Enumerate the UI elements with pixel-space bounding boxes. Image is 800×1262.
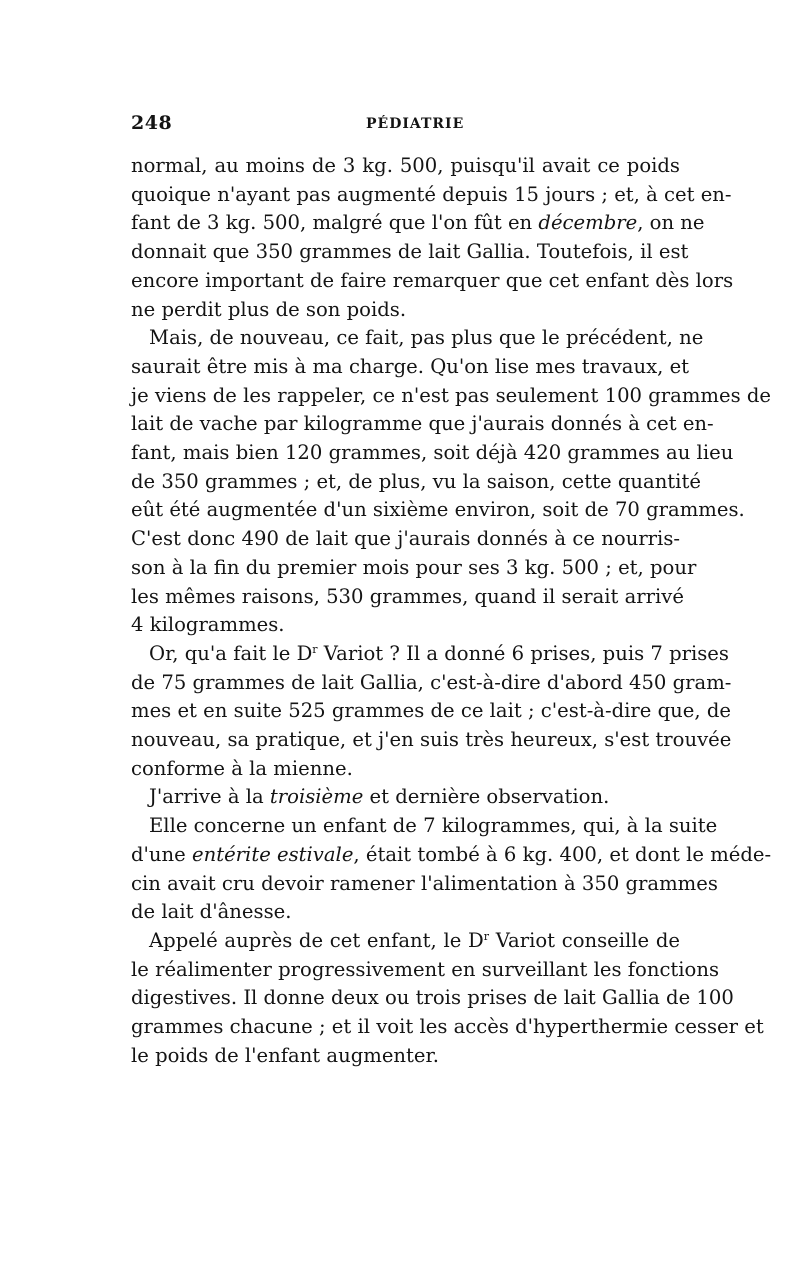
text-line: grammes chacune ; et il voit les accès d'hyperthermie cesser et: [131, 1015, 764, 1039]
text-line: C'est donc 490 de lait que j'aurais donnés à ce nourris-: [131, 527, 680, 551]
text-line: normal, au moins de 3 kg. 500, puisqu'il avait ce poids: [131, 154, 680, 177]
italic-text: troisième: [269, 785, 364, 809]
text-line: son à la fin du premier mois pour ses 3 kg. 500 ; et, pour: [131, 555, 697, 579]
text-line: 4 kilogrammes.: [131, 613, 285, 637]
text-line: d'une entérite estivale, était tombé à 6 kg. 400, et dont le méde-: [131, 842, 772, 866]
text-line: les mêmes raisons, 530 grammes, quand il serait arrivé: [131, 584, 684, 608]
running-head: [131, 112, 680, 142]
text-line: fant de 3 kg. 500, malgré que l'on fût en décembre, on ne: [131, 211, 705, 235]
italic-text: entérite estivale: [192, 842, 354, 866]
text-line: fant, mais bien 120 grammes, soit déjà 420 grammes au lieu: [131, 441, 734, 465]
text-line: digestives. Il donne deux ou trois prises de lait Gallia de 100: [131, 986, 734, 1010]
paragraph-1: [131, 152, 734, 324]
paragraph-5: [131, 812, 772, 927]
text-line: saurait être mis à ma charge. Qu'on lise mes travaux, et: [131, 354, 690, 378]
text-line: Appelé auprès de cet enfant, le $D^r$ Variot conseille de: [149, 928, 680, 952]
text-line: donnait que 350 grammes de lait Gallia. Toutefois, il est: [131, 240, 689, 264]
body-text: [131, 152, 772, 1071]
text-line: quoique n'ayant pas augmenté depuis 15 jours ; et, à cet en-: [131, 182, 732, 206]
text-line: Elle concerne un enfant de 7 kilogrammes, qui, à la suite: [149, 814, 718, 838]
text-line: encore important de faire remarquer que cet enfant dès lors: [131, 268, 734, 292]
text-line: eût été augmentée d'un sixième environ, soit de 70 grammes.: [131, 498, 745, 522]
italic-text: décembre: [538, 211, 638, 235]
text-line: je viens de les rappeler, ce n'est pas seulement 100 grammes de: [131, 383, 771, 407]
text-line: le poids de l'enfant augmenter.: [131, 1043, 439, 1067]
text-line: de lait d'ânesse.: [131, 900, 292, 924]
text-line: J'arrive à la troisième et dernière observation.: [149, 785, 610, 809]
text-line: lait de vache par kilogramme que j'aurais donnés à cet en-: [131, 412, 714, 436]
text-line: le réalimenter progressivement en surveillant les fonctions: [131, 957, 720, 981]
paragraph-4: [131, 783, 680, 812]
page-number: 248: [131, 112, 173, 134]
text-line: de 75 grammes de lait Gallia, c'est-à-dire d'abord 450 gram-: [131, 670, 732, 694]
paragraph-3: [131, 640, 732, 784]
text-line: Or, qu'a fait le $D^r$ Variot ? Il a donné 6 prises, puis 7 prises: [149, 641, 729, 665]
running-title: PÉDIATRIE: [366, 116, 465, 132]
text-line: Mais, de nouveau, ce fait, pas plus que le précédent, ne: [149, 326, 704, 350]
text-line: mes et en suite 525 grammes de ce lait ; c'est-à-dire que, de: [131, 699, 731, 723]
text-line: cin avait cru devoir ramener l'alimentation à 350 grammes: [131, 871, 718, 895]
paragraph-2: [131, 324, 771, 640]
text-line: nouveau, sa pratique, et j'en suis très heureux, s'est trouvée: [131, 728, 732, 752]
text-line: de 350 grammes ; et, de plus, vu la saison, cette quantité: [131, 469, 701, 493]
text-line: ne perdit plus de son poids.: [131, 297, 407, 321]
text-line: conforme à la mienne.: [131, 756, 353, 780]
paragraph-6: [131, 927, 764, 1071]
